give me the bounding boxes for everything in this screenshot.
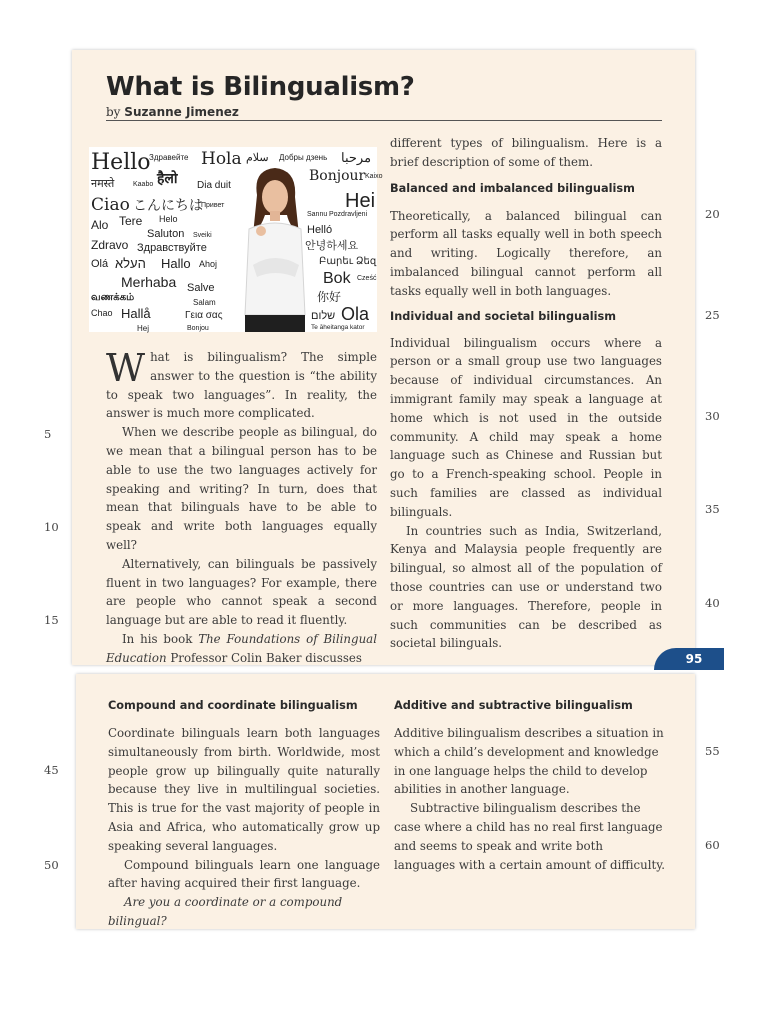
hero-word: Olá xyxy=(91,258,109,270)
intro-text: hat is bilingualism? The simple answer to the question is “the ability to speak two languages”. In reality, the answer is much more complicated. xyxy=(106,350,377,421)
paragraph: In countries such as India, Switzerland, Kenya and Malaysia people frequently are bilingual, so almost all of the population of those countries can use or understand two or more languages. Therefore, people in such communities can be described as societal bilinguals. xyxy=(390,523,662,651)
article-column-right xyxy=(390,134,662,653)
hero-word: Kaixo xyxy=(365,173,383,180)
hero-word: नमस्ते xyxy=(91,178,115,190)
line-number: 5 xyxy=(44,427,52,441)
closing-question: Are you a coordinate or a compound bilingual? xyxy=(108,895,343,928)
paragraph: Compound bilinguals learn one language after having acquired their first language. xyxy=(108,857,380,891)
section-heading: Individual and societal bilingualism xyxy=(390,309,616,323)
hero-word: Hej xyxy=(137,324,150,333)
woman-illustration xyxy=(239,165,311,332)
hero-word: Kaabo xyxy=(133,181,154,188)
paragraph: Individual bilingualism occurs where a person or a small group use two languages because of individual circumstances. An immigrant family may speak a language at home which is not used in the outside community. A child may speak a home language such as Chinese and Russian but go to a French-speaking school. People in such families are classed as individual bilinguals. xyxy=(390,335,662,519)
hero-word: Saluton xyxy=(147,228,185,240)
hero-word: Helló xyxy=(307,224,333,236)
byline-prefix: by xyxy=(106,105,121,119)
text: In his book xyxy=(122,631,199,646)
hero-word: Zdravo xyxy=(91,238,129,252)
hero-word: مرحبا xyxy=(341,150,372,165)
paragraph: different types of bilingualism. Here is a brief description of some of them. xyxy=(390,136,662,169)
section-heading: Compound and coordinate bilingualism xyxy=(108,699,358,712)
paragraph xyxy=(106,630,377,668)
hero-word: Hallo xyxy=(161,256,191,271)
hero-word: Alo xyxy=(91,218,109,232)
section-heading: Additive and subtractive bilingualism xyxy=(394,699,633,712)
hello-languages-image xyxy=(89,147,383,333)
hero-word: Te āheitanga kator xyxy=(311,324,365,331)
article-page-top xyxy=(72,50,695,665)
hero-word: Tere xyxy=(119,214,143,228)
line-number: 50 xyxy=(44,858,59,872)
hero-word: Bonjour xyxy=(309,168,366,184)
paragraph: Subtractive bilingualism describes the case where a child has no real first language and seems to speak and write both languages with a certain amount of difficulty. xyxy=(394,801,666,872)
hero-word: Здравствуйте xyxy=(137,242,207,254)
book-title: The Foundations of Bilingual Education xyxy=(106,631,377,665)
hero-word: Ciao xyxy=(91,195,130,215)
hero-word: Sannu xyxy=(307,211,328,218)
paragraph: Additive bilingualism describes a situation in which a child’s development and knowledge in one language helps the child to develop abilities in another language. xyxy=(394,726,664,797)
hero-word: Sveiki xyxy=(193,232,212,239)
hero-word: Dia duit xyxy=(197,180,231,191)
paragraph: Coordinate bilinguals learn both languages simultaneously from birth. Worldwide, most people grow up bilingually quite naturally because they live in multilingual societies. This is true for the vast majority of people in Asia and Africa, who automatically grow up speaking several languages. xyxy=(108,726,380,853)
hero-word: Здравейте xyxy=(149,153,189,162)
article-page-bottom xyxy=(76,674,695,929)
hero-word: Pozdravljeni xyxy=(329,211,368,218)
hero-word: Salam xyxy=(193,298,216,307)
hero-word: העלא xyxy=(115,256,146,271)
line-number: 60 xyxy=(705,838,720,852)
article-column-right xyxy=(394,698,666,874)
hero-word: سلام xyxy=(246,152,269,164)
hero-word: Hallå xyxy=(121,306,151,321)
hero-word: こんにちは xyxy=(133,197,203,213)
line-number: 30 xyxy=(705,409,720,423)
hero-word: Hola xyxy=(201,149,242,169)
hero-word: Cześć xyxy=(357,275,377,282)
line-number: 55 xyxy=(705,744,720,758)
drop-cap: W xyxy=(106,346,146,390)
hero-word: வணக்கம் xyxy=(91,292,135,303)
line-number: 15 xyxy=(44,613,59,627)
hero-word: Merhaba xyxy=(121,274,177,290)
line-number: 40 xyxy=(705,596,720,610)
paragraph: Theoretically, a balanced bilingual can perform all tasks equally well in both speech and writing. Logically therefore, an imbalanced bilingual cannot perform all tasks equally well in both languages. xyxy=(390,208,662,298)
title-divider xyxy=(106,120,662,121)
author-name: Suzanne Jimenez xyxy=(124,105,239,119)
hero-word: Bonjou xyxy=(187,325,209,332)
article-column-left xyxy=(106,348,377,668)
hero-word: 안녕하세요 xyxy=(305,240,359,252)
hero-word: Ahoj xyxy=(199,259,218,269)
byline xyxy=(106,105,239,119)
hero-word: Chao xyxy=(91,308,113,318)
hero-word: Bok xyxy=(323,270,351,287)
hero-word: שלום xyxy=(311,310,336,322)
hero-word: Привет xyxy=(201,202,225,209)
hero-word: हैलो xyxy=(157,170,178,186)
line-number: 20 xyxy=(705,207,720,221)
page-number-tab: 95 xyxy=(654,648,724,670)
hero-word: Ola xyxy=(341,304,370,324)
intro-paragraph xyxy=(106,348,377,423)
hero-word: 你好 xyxy=(317,290,342,304)
paragraph: When we describe people as bilingual, do we mean that a bilingual person has to be able to use the two languages actively for speaking and writing? In turn, does that mean that bilinguals have to be able to speak and write both languages equally well? xyxy=(106,425,377,552)
hero-word: Добры дзень xyxy=(279,153,328,162)
article-title: What is Bilingualism? xyxy=(106,72,415,102)
hero-word: Hei xyxy=(345,190,376,212)
hero-word: Բարեւ Ձեզ xyxy=(319,256,377,267)
text: Professor Colin Baker discusses xyxy=(166,650,362,665)
section-heading: Balanced and imbalanced bilingualism xyxy=(390,181,635,195)
paragraph: Alternatively, can bilinguals be passively fluent in two languages? For example, there are people who cannot speak a second language but are able to read it fluently. xyxy=(106,556,377,628)
hero-word: Hello xyxy=(91,150,151,175)
hero-word: Helo xyxy=(159,214,178,224)
line-number: 35 xyxy=(705,502,720,516)
hero-word: Salve xyxy=(187,282,215,294)
line-number: 45 xyxy=(44,763,59,777)
line-number: 10 xyxy=(44,520,59,534)
article-column-left xyxy=(108,698,380,931)
line-number: 25 xyxy=(705,308,720,322)
hero-word: Γεια σας xyxy=(185,310,223,321)
